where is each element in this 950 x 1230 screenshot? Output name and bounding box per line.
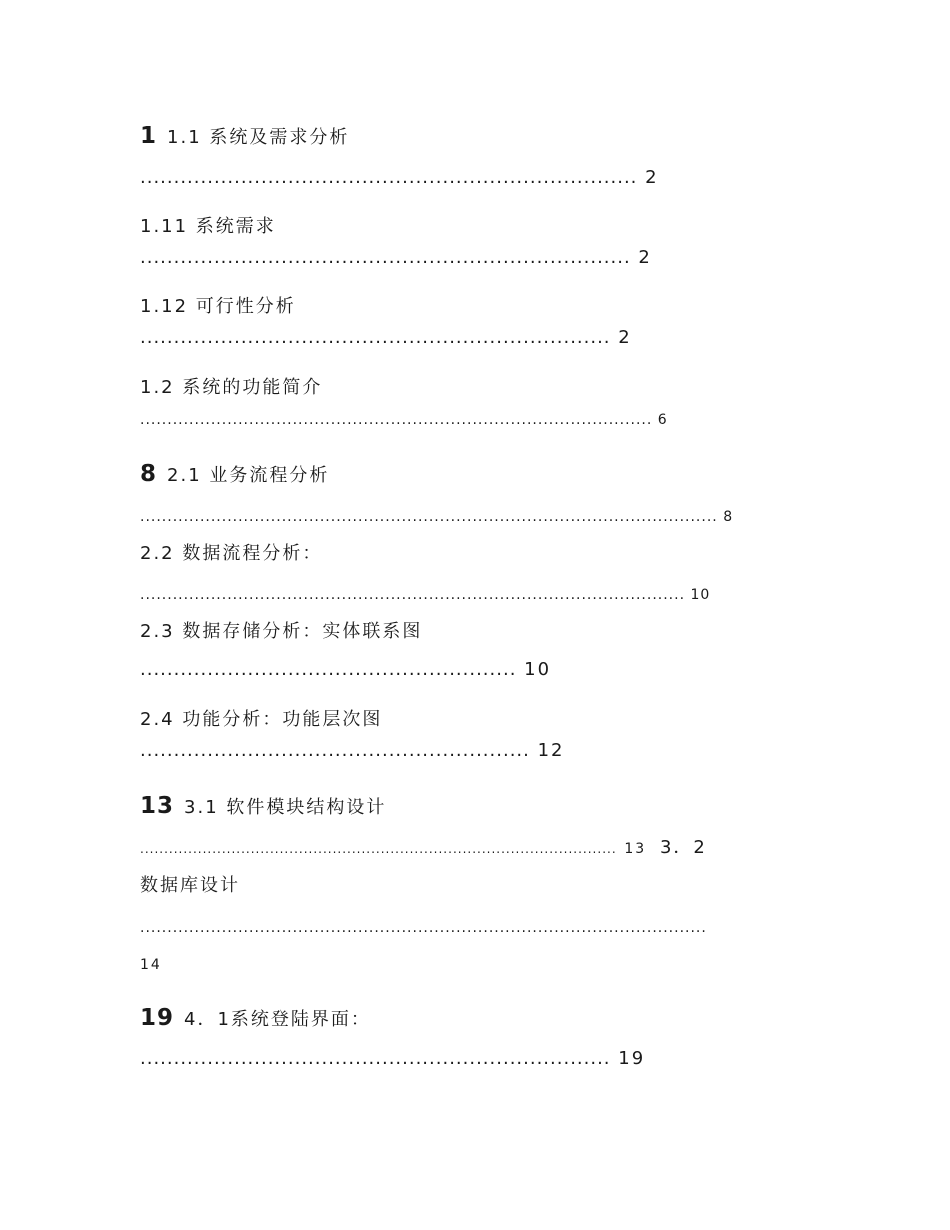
entry-title: 1.12 可行性分析 <box>140 296 296 317</box>
next-entry-title-start[interactable]: 3．2 <box>659 837 707 858</box>
entry-page-number: 12 <box>537 740 565 761</box>
dot-leader: ................................................................................................... <box>140 842 617 856</box>
toc-entry-2-leader <box>140 246 652 270</box>
entry-title-continued: 数据库设计 <box>140 875 240 896</box>
toc-entry-9-title[interactable] <box>140 794 386 820</box>
toc-entry-7-leader <box>140 658 551 682</box>
entry-title: 1.2 系统的功能简介 <box>140 377 323 398</box>
toc-entry-2-title[interactable] <box>140 215 276 239</box>
toc-entry-3-leader <box>140 326 632 350</box>
toc-entry-11-leader <box>140 1047 645 1071</box>
entry-page-number: 2 <box>618 327 632 348</box>
toc-entry-10-page <box>140 953 162 977</box>
toc-entry-7-title[interactable] <box>140 620 422 644</box>
entry-page-number: 6 <box>657 412 668 428</box>
toc-entry-8-leader <box>140 739 565 763</box>
dot-leader: ...................................................................... <box>140 327 611 348</box>
toc-entry-4-title[interactable] <box>140 376 322 400</box>
dot-leader: ......................................................................... <box>140 247 631 268</box>
toc-entry-1-title[interactable] <box>140 124 349 150</box>
chapter-page-number: 19 <box>140 1005 175 1031</box>
toc-entry-9-leader <box>140 836 707 861</box>
dot-leader: .............................................................................................. <box>140 412 653 428</box>
entry-title: 2.4 功能分析：功能层次图 <box>140 709 383 730</box>
toc-entry-6-leader <box>140 583 710 607</box>
entry-title: 1.11 系统需求 <box>140 216 276 237</box>
entry-page-number: 2 <box>645 167 659 188</box>
dot-leader: .......................................................................................................... <box>140 509 718 525</box>
toc-entry-10-title[interactable] <box>140 874 240 898</box>
toc-entry-5-title[interactable] <box>140 462 329 488</box>
dot-leader: .................................................................................................... <box>140 587 686 603</box>
entry-page-number: 13 <box>624 841 647 857</box>
chapter-page-number: 8 <box>140 461 158 487</box>
toc-entry-6-title[interactable] <box>140 542 322 566</box>
toc-entry-4-leader <box>140 408 668 432</box>
entry-page-number: 10 <box>524 659 552 680</box>
entry-title: 1.1 系统及需求分析 <box>167 127 350 148</box>
dot-leader: .......................................................................... <box>140 167 638 188</box>
entry-page-number: 8 <box>723 509 734 525</box>
entry-page-number: 10 <box>690 587 711 603</box>
toc-entry-3-title[interactable] <box>140 295 296 319</box>
entry-title: 2.2 数据流程分析： <box>140 543 323 564</box>
toc-entry-1-leader <box>140 166 659 190</box>
toc-entry-8-title[interactable] <box>140 708 382 732</box>
dot-leader: .......................................................... <box>140 740 530 761</box>
entry-title: 2.1 业务流程分析 <box>167 465 330 486</box>
chapter-page-number: 1 <box>140 123 158 149</box>
toc-entry-10-leader <box>140 916 707 940</box>
entry-page-number: 19 <box>618 1048 646 1069</box>
toc-entry-5-leader <box>140 505 733 529</box>
dot-leader: ........................................................ <box>140 659 517 680</box>
chapter-page-number: 13 <box>140 793 175 819</box>
toc-entry-11-title[interactable] <box>140 1006 371 1032</box>
dot-leader: ........................................................................................................ <box>140 920 707 936</box>
entry-page-number: 2 <box>638 247 652 268</box>
entry-title: 4．1系统登陆界面： <box>184 1009 371 1030</box>
entry-title: 3.1 软件模块结构设计 <box>184 797 387 818</box>
entry-page-number: 14 <box>140 957 162 973</box>
dot-leader: ...................................................................... <box>140 1048 611 1069</box>
entry-title: 2.3 数据存储分析：实体联系图 <box>140 621 423 642</box>
